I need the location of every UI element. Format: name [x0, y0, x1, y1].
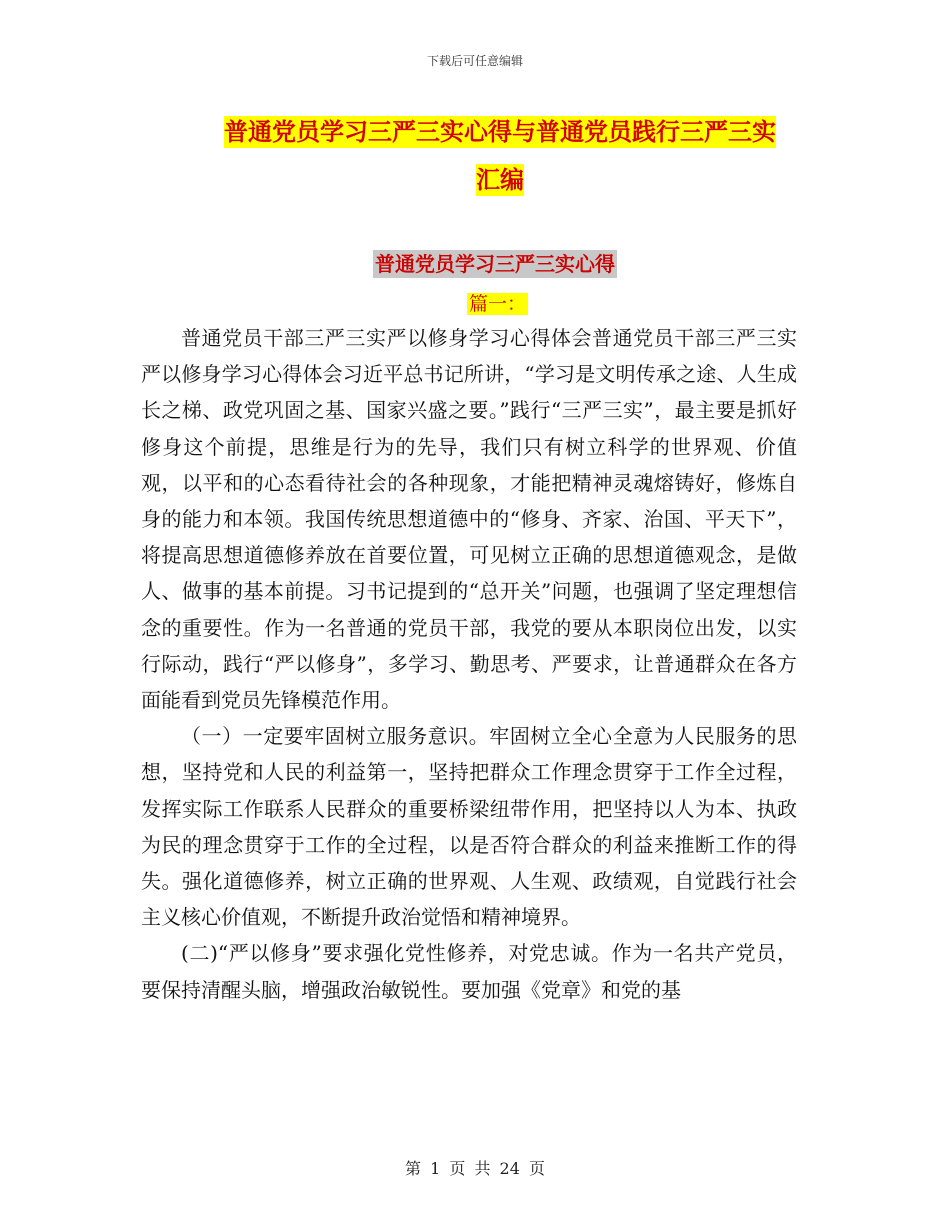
paragraph: 普通党员干部三严三实严以修身学习心得体会普通党员干部三严三实严以修身学习心得体会习近平总书记所讲，“学习是文明传承之途、人生成长之梯、政党巩固之基、国家兴盛之要。”践行“三严三实”，最主要是抓好修身这个前提，思维是行为的先导，我们只有树立科学的世界观、价值观，以平和的心态看待社会的各种现象，才能把精神灵魂熔铸好，修炼自身的能力和本领。我国传统思想道德中的“修身、齐家、治国、平天下”，将提高思想道德修养放在首要位置，可见树立正确的思想道德观念，是做人、做事的基本前提。习书记提到的“总开关”问题，也强调了坚定理想信念的重要性。作为一名普通的党员干部，我党的要从本职岗位出发，以实行际动，践行“严以修身”，多学习、勤思考、严要求，让普通群众在各方面能看到党员先锋模范作用。: [141, 326, 797, 713]
chapter-label-text: 篇一：: [468, 293, 526, 315]
paragraph: (二)“严以修身”要求强化党性修养，对党忠诚。作为一名共产党员，要保持清醒头脑，增强政治敏锐性。要加强《党章》和党的基: [141, 941, 797, 1002]
header-note: 下载后可任意编辑: [426, 54, 523, 68]
section-title: [0, 248, 950, 277]
document-title: [150, 108, 850, 204]
document-title-line-2: 汇编: [476, 166, 524, 194]
body-text: [141, 320, 797, 1008]
document-title-line-1: 普通党员学习三严三实心得与普通党员践行三严三实: [224, 118, 776, 146]
chapter-label: [0, 289, 950, 316]
paragraph: （一）一定要牢固树立服务意识。牢固树立全心全意为人民服务的思想，坚持党和人民的利益第一，坚持把群众工作理念贯穿于工作全过程，发挥实际工作联系人民群众的重要桥梁纽带作用，把坚持以人为本、执政为民的理念贯穿于工作的全过程，以是否符合群众的利益来推断工作的得失。强化道德修养，树立正确的世界观、人生观、政绩观，自觉践行社会主义核心价值观，不断提升政治觉悟和精神境界。: [141, 724, 797, 930]
section-title-text: 普通党员学习三严三实心得: [375, 252, 615, 276]
page-footer: 第 1 页 共 24 页: [405, 1159, 545, 1178]
